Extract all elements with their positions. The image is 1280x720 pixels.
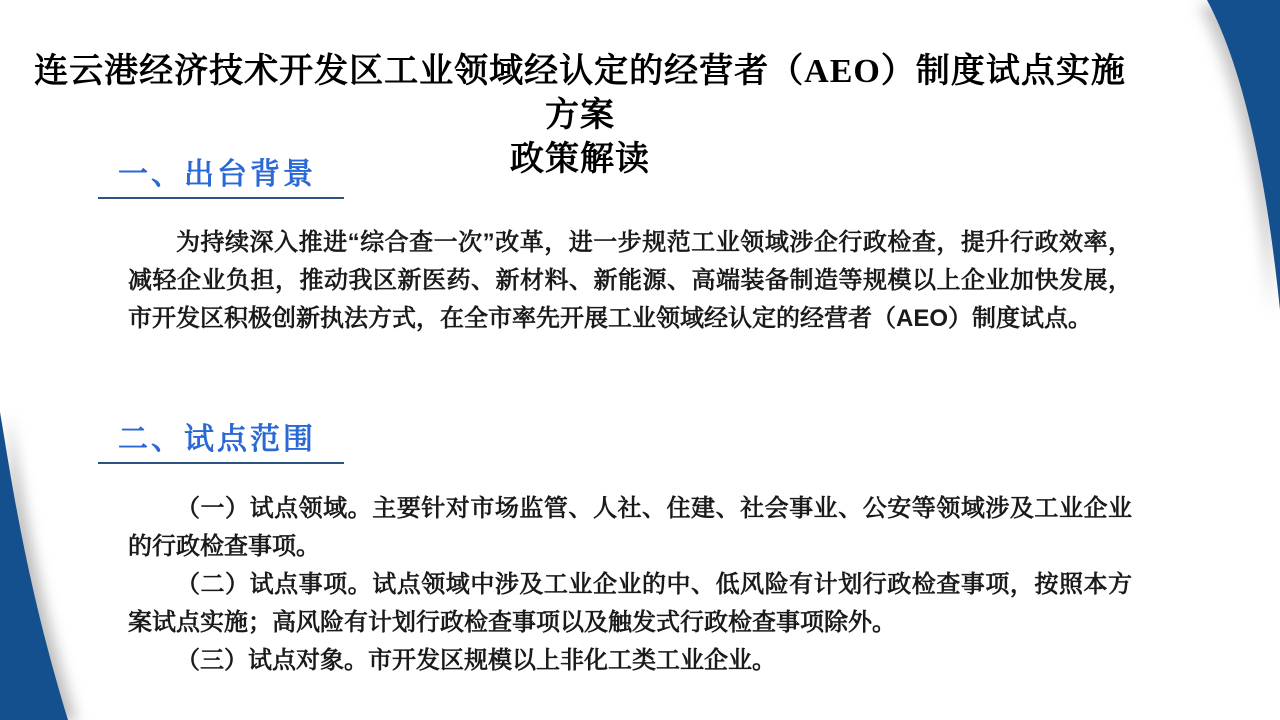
paragraph-pilot-targets: （三）试点对象。市开发区规模以上非化工类工业企业。 [176, 647, 776, 674]
section-body-pilot-scope [128, 490, 1132, 680]
section-underline-pilot-scope [98, 462, 344, 464]
paragraph-pilot-field: （一）试点领域。主要针对市场监管、人社、住建、社会事业、公安等领域涉及工业企业的行政检查事项。 [128, 495, 1132, 560]
section-body-background [128, 224, 1132, 338]
paragraph-background: 为持续深入推进“综合查一次”改革，进一步规范工业领域涉企行政检查，提升行政效率，减轻企业负担，推动我区新医药、新材料、新能源、高端装备制造等规模以上企业加快发展，市开发区积极创新执法方式，在全市率先开展工业领域经认定的经营者（AEO）制度试点。 [128, 229, 1132, 332]
paragraph-pilot-items: （二）试点事项。试点领域中涉及工业企业的中、低风险有计划行政检查事项，按照本方案试点实施；高风险有计划行政检查事项以及触发式行政检查事项除外。 [128, 571, 1132, 636]
slide-title-line-1: 连云港经济技术开发区工业领域经认定的经营者（AEO）制度试点实施方案 [34, 53, 1126, 134]
section-heading-pilot-scope: 二、试点范围 [118, 423, 316, 456]
corner-wave-left-icon [0, 400, 130, 720]
section-heading-background: 一、出台背景 [118, 158, 316, 191]
corner-wave-right-icon [1160, 0, 1280, 320]
section-underline-background [98, 197, 344, 199]
slide-title-line-2: 政策解读 [510, 141, 650, 178]
